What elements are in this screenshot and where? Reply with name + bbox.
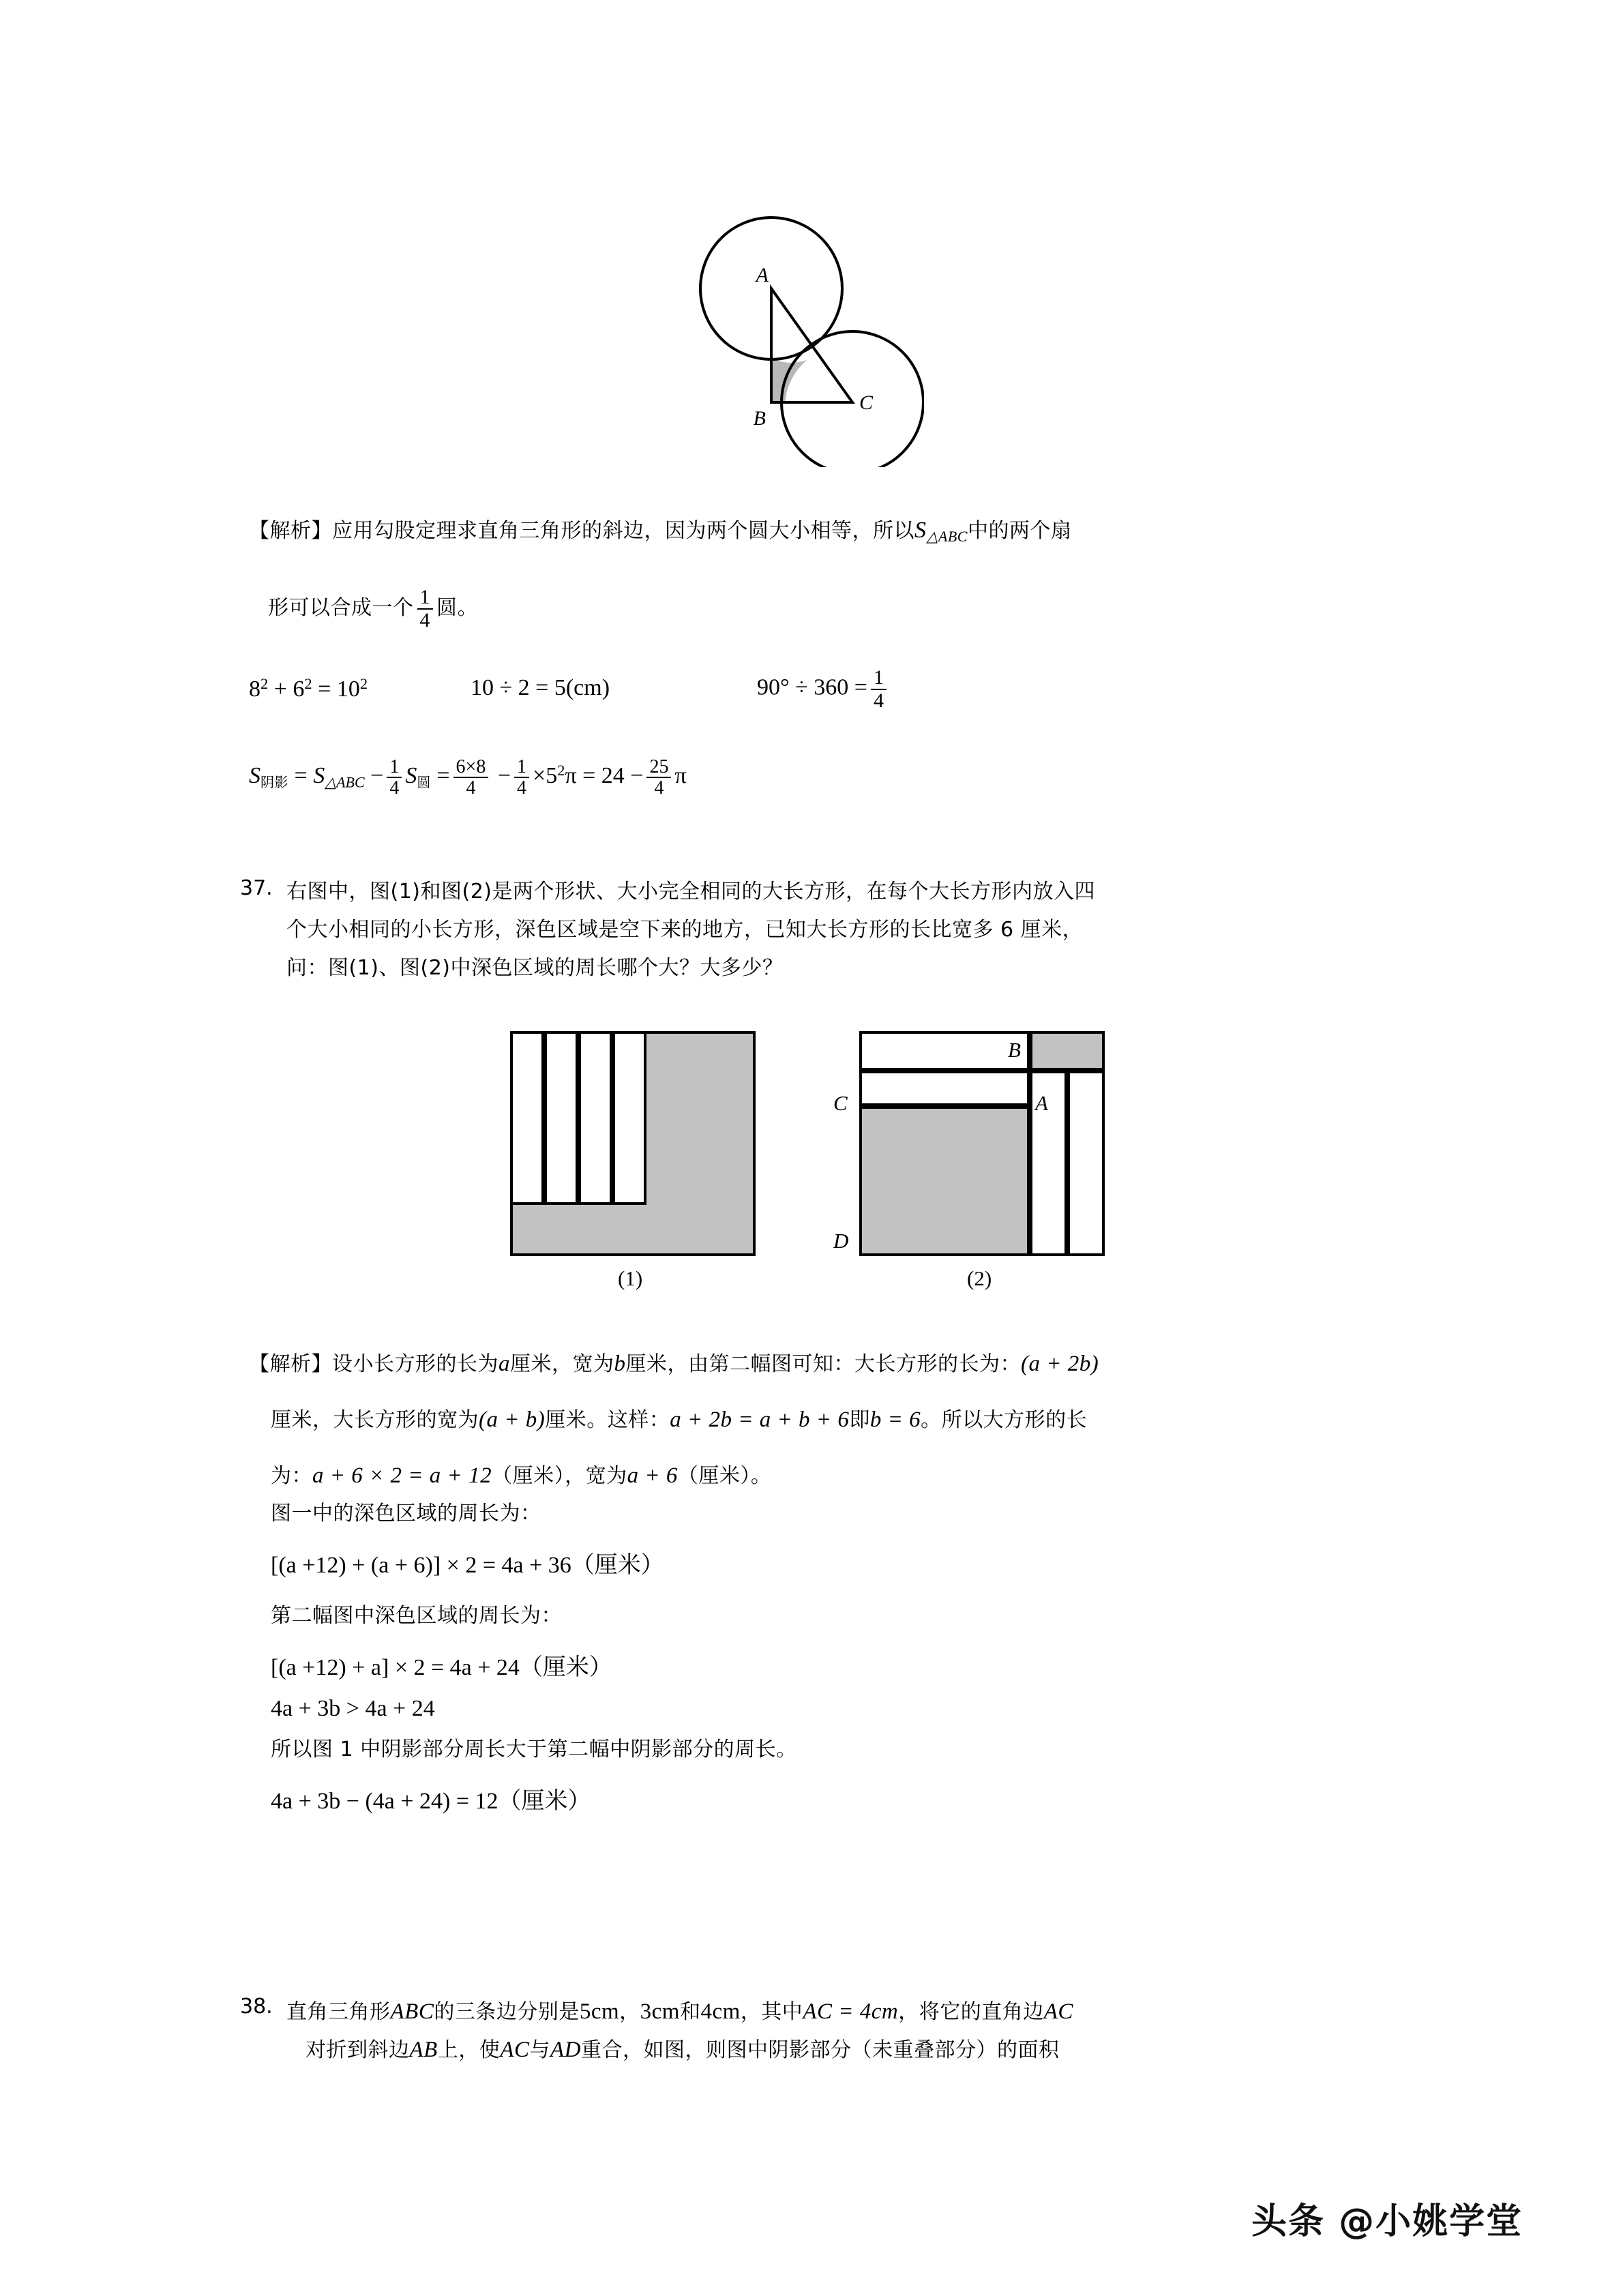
solution-36-line2-prefix: 形可以合成一个 bbox=[268, 596, 414, 620]
eq-2: = bbox=[436, 763, 450, 789]
solution-37-line1 bbox=[249, 1347, 1099, 1382]
circle-c bbox=[781, 331, 923, 467]
solution-37-l3b: （厘米），宽为 bbox=[492, 1464, 627, 1488]
fig2-label-a: A bbox=[1035, 1091, 1048, 1115]
s-symbol: S bbox=[914, 518, 927, 543]
solution-37-l1b: 厘米，宽为 bbox=[510, 1352, 614, 1376]
pi-1: π bbox=[565, 763, 577, 789]
fraction-denominator: 4 bbox=[417, 608, 434, 631]
eq-1: = bbox=[294, 763, 308, 789]
s-triangle-sub: △ABC bbox=[325, 773, 365, 791]
five: 5 bbox=[546, 763, 558, 789]
rectangle-figures bbox=[477, 1023, 1159, 1316]
solution-36-line1 bbox=[249, 513, 1071, 549]
figure-2 bbox=[833, 1031, 1105, 1290]
fig1-small-rect-1 bbox=[510, 1031, 544, 1205]
watermark-text: 头条 @小姚学堂 bbox=[1251, 2201, 1523, 2242]
calc-base2: 6 bbox=[293, 676, 305, 702]
figure-2-caption: (2) bbox=[967, 1266, 992, 1290]
fig2-shaded-bottom-left bbox=[859, 1106, 1030, 1256]
label-b: B bbox=[753, 407, 766, 430]
solution-36-line1-tail: 中的两个扇 bbox=[967, 519, 1072, 543]
fig2-label-d: D bbox=[833, 1229, 849, 1253]
p38-ac3: AC bbox=[500, 2038, 530, 2062]
fraction-numerator: 1 bbox=[517, 756, 527, 777]
figure-1-caption: (1) bbox=[618, 1266, 643, 1290]
p38-ac2: AC bbox=[1043, 1999, 1073, 2024]
figure-1 bbox=[510, 1031, 756, 1290]
p38-l1d: 和 bbox=[679, 2000, 701, 2024]
twentyfour: 24 bbox=[601, 763, 625, 789]
minus-2: − bbox=[497, 763, 511, 789]
fig2-shaded-top-right bbox=[1030, 1031, 1105, 1071]
fraction-numerator: 1 bbox=[873, 666, 884, 689]
problem-38-line2 bbox=[306, 2033, 1060, 2068]
fraction-denominator: 4 bbox=[387, 777, 402, 798]
solution-37-line3 bbox=[271, 1459, 771, 1493]
problem-37-line1: 右图中，图(1)和图(2)是两个形状、大小完全相同的大长方形，在每个大长方形内放入四 bbox=[286, 880, 1095, 904]
s-symbol-subscript: △ABC bbox=[926, 528, 968, 546]
expr-a-plus-2b: (a + 2b) bbox=[1021, 1352, 1099, 1376]
fraction-numerator: 6×8 bbox=[456, 756, 486, 777]
fraction-denominator: 4 bbox=[646, 777, 671, 798]
solution-37-l1c: 厘米，由第二幅图可知：大长方形的长为： bbox=[625, 1352, 1021, 1376]
fraction-denominator: 4 bbox=[871, 689, 887, 712]
solution-37-l3a: 为： bbox=[271, 1464, 312, 1488]
label-a: A bbox=[756, 264, 769, 286]
fig2-small-rect-4 bbox=[1067, 1071, 1105, 1256]
calc-base3: 10 bbox=[336, 676, 360, 702]
pi-2: π bbox=[674, 763, 687, 789]
calc-base1: 8 bbox=[249, 676, 260, 702]
solution-37-line5: 第二幅图中深色区域的周长为： bbox=[271, 1604, 562, 1628]
p38-abc: ABC bbox=[390, 1999, 434, 2024]
fig1-small-rect-2 bbox=[544, 1031, 578, 1205]
p38-l1c: ， bbox=[619, 2000, 640, 2024]
fraction-numerator: 1 bbox=[419, 586, 430, 608]
p38-l1a: 直角三角形 bbox=[286, 2000, 391, 2024]
calc-expr-pythagoras bbox=[249, 675, 368, 702]
s-circle: S bbox=[405, 763, 417, 789]
calc-sup1: 2 bbox=[260, 675, 269, 692]
solution-37-formula-1: [(a +12) + (a + 6)] × 2 = 4a + 36（厘米） bbox=[271, 1553, 664, 1578]
fraction-25-4 bbox=[646, 757, 671, 799]
eq-b6: b = 6 bbox=[869, 1407, 921, 1432]
fraction-numerator: 25 bbox=[649, 756, 669, 777]
times-sign: × bbox=[533, 763, 546, 789]
problem-37-line2: 个大小相同的小长方形，深色区域是空下来的地方，已知大长方形的长比宽多 6 厘米， bbox=[286, 918, 1084, 942]
p38-l1f: ，将它的直角边 bbox=[898, 2000, 1044, 2024]
p38-l2b: 上，使 bbox=[437, 2038, 501, 2062]
fig2-label-b: B bbox=[1008, 1038, 1021, 1062]
calc-expr-divide: 10 ÷ 2 = 5(cm) bbox=[471, 675, 610, 700]
s-shadow: S bbox=[249, 763, 260, 789]
fig1-small-rect-3 bbox=[578, 1031, 612, 1205]
solution-36-line1-text: 应用勾股定理求直角三角形的斜边，因为两个圆大小相等，所以 bbox=[332, 519, 914, 543]
solution-36-line2 bbox=[268, 586, 478, 631]
calc-eq: = bbox=[318, 676, 331, 702]
s-circle-sub: 圆 bbox=[417, 773, 431, 790]
expr-a612: a + 6 × 2 = a + 12 bbox=[312, 1463, 492, 1488]
p38-l2a: 对折到斜边 bbox=[306, 2038, 410, 2062]
solution-37-line4: 图一中的深色区域的周长为： bbox=[271, 1502, 541, 1525]
solution-37-l2a: 厘米，大长方形的宽为 bbox=[271, 1408, 479, 1432]
calc-sup3: 2 bbox=[359, 675, 368, 692]
solution-37-l2d: 。所以大方形的长 bbox=[921, 1408, 1088, 1432]
p38-l1b: 的三条边分别是 bbox=[434, 2000, 580, 2024]
p38-l2d: 重合，如图，则图中阴影部分（未重叠部分）的面积 bbox=[581, 2038, 1060, 2062]
expr-a-plus-b: (a + b) bbox=[479, 1407, 546, 1432]
fraction-one-fourth bbox=[417, 586, 434, 631]
p38-v1: 5cm bbox=[579, 1999, 620, 2024]
p38-l2c: 与 bbox=[529, 2038, 550, 2062]
p38-l1e: ，其中 bbox=[740, 2000, 803, 2024]
solution-37-tag: 【解析】 bbox=[249, 1352, 332, 1376]
solution-37-l2b: 厘米。这样： bbox=[545, 1408, 670, 1432]
p38-ab: AB bbox=[409, 2038, 438, 2062]
fraction-1-4-b bbox=[514, 757, 529, 799]
minus-1: − bbox=[370, 763, 384, 789]
fig2-small-rect-2 bbox=[859, 1071, 1030, 1106]
calc-sup2: 2 bbox=[304, 675, 312, 692]
fig2-label-c: C bbox=[833, 1091, 848, 1115]
label-c: C bbox=[859, 391, 874, 414]
problem-38-number: 38. bbox=[240, 1995, 273, 2018]
solution-37-l2c: 即 bbox=[849, 1408, 870, 1432]
fraction-denominator: 4 bbox=[453, 777, 489, 798]
p38-ad: AD bbox=[550, 2038, 581, 2062]
fraction-one-fourth-2 bbox=[871, 667, 887, 711]
expr-a6: a + 6 bbox=[627, 1463, 678, 1488]
var-a-1: a bbox=[498, 1352, 510, 1376]
s-triangle: S bbox=[313, 763, 325, 789]
fraction-1-4-a bbox=[387, 757, 402, 799]
fig1-small-rect-4 bbox=[612, 1031, 646, 1205]
solution-37-formula-3: 4a + 3b > 4a + 24 bbox=[271, 1696, 435, 1721]
solution-37-l3c: （厘米）。 bbox=[677, 1464, 772, 1488]
var-b-1: b bbox=[614, 1352, 626, 1376]
problem-37-number: 37. bbox=[240, 876, 273, 900]
solution-36-line2-suffix: 圆。 bbox=[436, 596, 478, 620]
solution-37-l1a: 设小长方形的长为 bbox=[332, 1352, 498, 1376]
s-shadow-sub: 阴影 bbox=[260, 773, 288, 790]
p38-v2: 3cm bbox=[640, 1999, 680, 2024]
solution-37-formula-2: [(a +12) + a] × 2 = 4a + 24（厘米） bbox=[271, 1655, 612, 1680]
problem-38-line1 bbox=[286, 1995, 1073, 2029]
p38-ac-eq: AC = 4cm bbox=[803, 1999, 899, 2024]
solution-37-line6: 所以图 1 中阴影部分周长大于第二幅中阴影部分的周长。 bbox=[271, 1738, 797, 1761]
solution-37-formula-4: 4a + 3b − (4a + 24) = 12（厘米） bbox=[271, 1789, 591, 1814]
calc-op1: + bbox=[273, 676, 287, 702]
minus-3: − bbox=[630, 763, 644, 789]
eq-a2b: a + 2b = a + b + 6 bbox=[670, 1407, 850, 1432]
circles-triangle-figure bbox=[651, 201, 924, 467]
five-sup: 2 bbox=[557, 761, 565, 779]
fig2-small-rect-1 bbox=[859, 1031, 1030, 1071]
solution-37-line2 bbox=[271, 1403, 1087, 1437]
p38-v3: 4cm bbox=[700, 1999, 741, 2024]
calc-angle-left: 90° ÷ 360 = bbox=[757, 674, 867, 700]
solution-tag: 【解析】 bbox=[249, 519, 332, 543]
calc-expr-angle bbox=[757, 667, 890, 711]
shaded-region bbox=[771, 358, 807, 402]
eq-3: = bbox=[582, 763, 596, 789]
fraction-6x8-4 bbox=[453, 757, 489, 799]
circles-triangle-svg bbox=[651, 201, 924, 467]
problem-37-line3: 问：图(1)、图(2)中深色区域的周长哪个大？大多少？ bbox=[286, 956, 784, 980]
fraction-denominator: 4 bbox=[514, 777, 529, 798]
fraction-numerator: 1 bbox=[389, 756, 400, 777]
shaded-area-formula bbox=[249, 757, 687, 799]
